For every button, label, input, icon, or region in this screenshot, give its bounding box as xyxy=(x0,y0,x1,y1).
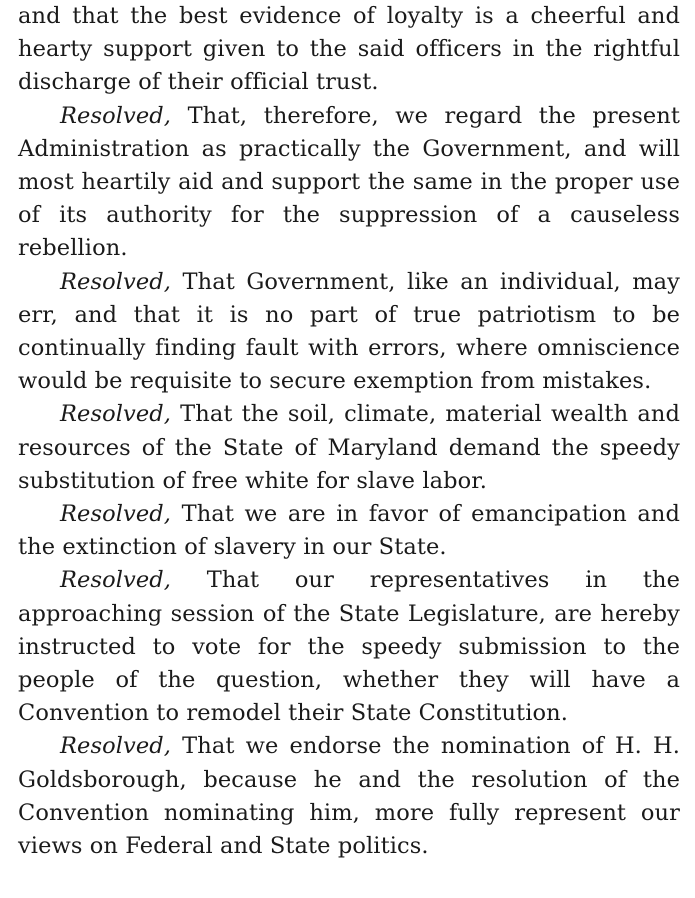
resolution-paragraph xyxy=(18,498,680,564)
paragraph-text: That our representatives in the approaching session of the State Legislature, are hereby instructed to vote for the speedy submission to the people of the question, whether they will have a Convention to remodel their State Constitution. xyxy=(18,567,680,727)
resolved-lead: Resolved, xyxy=(60,102,172,129)
paragraph-text: That, therefore, we regard the present Administration as practically the Government, and will most heartily aid and support the same in the proper use of its authority for the suppression of a causeless rebellion. xyxy=(18,102,680,262)
resolved-lead: Resolved, xyxy=(60,733,172,760)
resolved-lead: Resolved, xyxy=(60,567,172,594)
resolved-lead: Resolved, xyxy=(60,501,172,528)
paragraph-text: That we are in favor of emancipation and the extinction of slavery in our State. xyxy=(18,501,680,561)
paragraph-text: and that the best evidence of loyalty is a cheerful and hearty support given to the said officers in the rightful discharge of their official trust. xyxy=(18,3,680,96)
paragraph-text: That we endorse the nomination of H. H. Goldsborough, because he and the resolution of the Convention nominating him, more fully represent our views on Federal and State politics. xyxy=(18,733,680,860)
resolution-paragraph xyxy=(18,100,680,266)
resolution-paragraph xyxy=(18,398,680,498)
paragraph-text: That the soil, climate, material wealth and resources of the State of Maryland demand the speedy substitution of free white for slave labor. xyxy=(18,401,680,494)
newspaper-column xyxy=(18,0,680,863)
resolution-paragraph xyxy=(18,564,680,730)
paragraph-continuation xyxy=(18,0,680,100)
resolved-lead: Resolved, xyxy=(60,401,172,428)
resolved-lead: Resolved, xyxy=(60,268,172,295)
paragraph-text: That Government, like an individual, may err, and that it is no part of true patriotism to be continually finding fault with errors, where omniscience would be requisite to secure exemption from mistakes. xyxy=(18,268,680,395)
resolution-paragraph xyxy=(18,266,680,399)
resolution-paragraph xyxy=(18,730,680,863)
